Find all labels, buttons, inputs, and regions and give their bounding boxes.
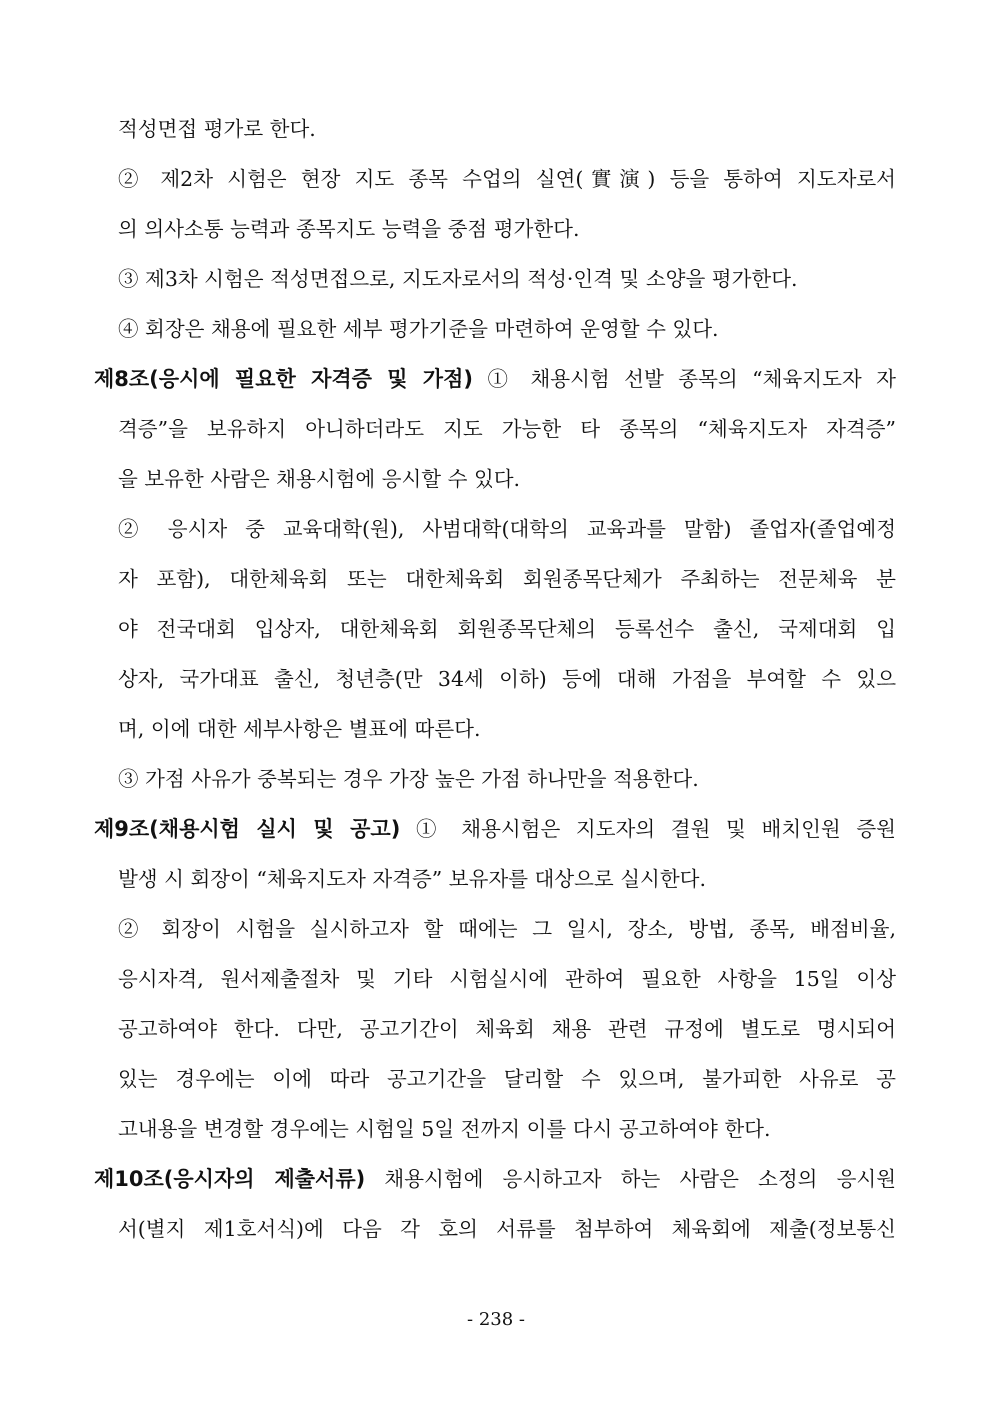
text-line: 의 의사소통 능력과 종목지도 능력을 중점 평가한다. xyxy=(118,217,580,241)
text-line: 격증”을 보유하지 아니하더라도 지도 가능한 타 종목의 “체육지도자 자격증” xyxy=(118,417,896,441)
text-line: 있는 경우에는 이에 따라 공고기간을 달리할 수 있으며, 불가피한 사유로 공 xyxy=(118,1067,896,1091)
text-line: 적성면접 평가로 한다. xyxy=(118,117,316,141)
text-line: ② 제2차 시험은 현장 지도 종목 수업의 실연(實演) 등을 통하여 지도자로서 xyxy=(118,167,896,191)
text-line: 고내용을 변경할 경우에는 시험일 5일 전까지 이를 다시 공고하여야 한다. xyxy=(118,1117,771,1141)
article-9-heading: 제9조(채용시험 실시 및 공고) xyxy=(94,817,401,841)
text-line: 서(별지 제1호서식)에 다음 각 호의 서류를 첨부하여 체육회에 제출(정보통신 xyxy=(118,1217,896,1241)
article-8-first-line xyxy=(94,366,896,392)
text-line: ④ 회장은 채용에 필요한 세부 평가기준을 마련하여 운영할 수 있다. xyxy=(118,317,719,341)
article-9-clause: ① 채용시험은 지도자의 결원 및 배치인원 증원 xyxy=(415,817,896,841)
article-9-first-line xyxy=(94,816,896,842)
text-line: 자 포함), 대한체육회 또는 대한체육회 회원종목단체가 주최하는 전문체육 분 xyxy=(118,567,896,591)
text-line: 발생 시 회장이 “체육지도자 자격증” 보유자를 대상으로 실시한다. xyxy=(118,867,706,891)
text-line: 을 보유한 사람은 채용시험에 응시할 수 있다. xyxy=(118,467,521,491)
article-8-clause: ① 채용시험 선발 종목의 “체육지도자 자 xyxy=(487,367,896,391)
text-line: 며, 이에 대한 세부사항은 별표에 따른다. xyxy=(118,717,481,741)
text-line: 응시자격, 원서제출절차 및 기타 시험실시에 관하여 필요한 사항을 15일 이상 xyxy=(118,967,896,991)
article-10-heading: 제10조(응시자의 제출서류) xyxy=(94,1167,366,1191)
text-line: ③ 제3차 시험은 적성면접으로, 지도자로서의 적성·인격 및 소양을 평가한다. xyxy=(118,267,798,291)
page-number: - 238 - xyxy=(467,1309,525,1330)
text-line: 상자, 국가대표 출신, 청년층(만 34세 이하) 등에 대해 가점을 부여할 수 있으 xyxy=(118,667,896,691)
article-10-first-line xyxy=(94,1166,896,1192)
text-line: ② 응시자 중 교육대학(원), 사범대학(대학의 교육과를 말함) 졸업자(졸업예정 xyxy=(118,517,896,541)
text-line: ② 회장이 시험을 실시하고자 할 때에는 그 일시, 장소, 방법, 종목, 배점비율, xyxy=(118,917,896,941)
text-line: 야 전국대회 입상자, 대한체육회 회원종목단체의 등록선수 출신, 국제대회 입 xyxy=(118,617,896,641)
article-10-clause: 채용시험에 응시하고자 하는 사람은 소정의 응시원 xyxy=(384,1167,896,1191)
text-line: 공고하여야 한다. 다만, 공고기간이 체육회 채용 관련 규정에 별도로 명시되어 xyxy=(118,1017,896,1041)
article-8-heading: 제8조(응시에 필요한 자격증 및 가점) xyxy=(94,367,473,391)
text-line: ③ 가점 사유가 중복되는 경우 가장 높은 가점 하나만을 적용한다. xyxy=(118,767,699,791)
